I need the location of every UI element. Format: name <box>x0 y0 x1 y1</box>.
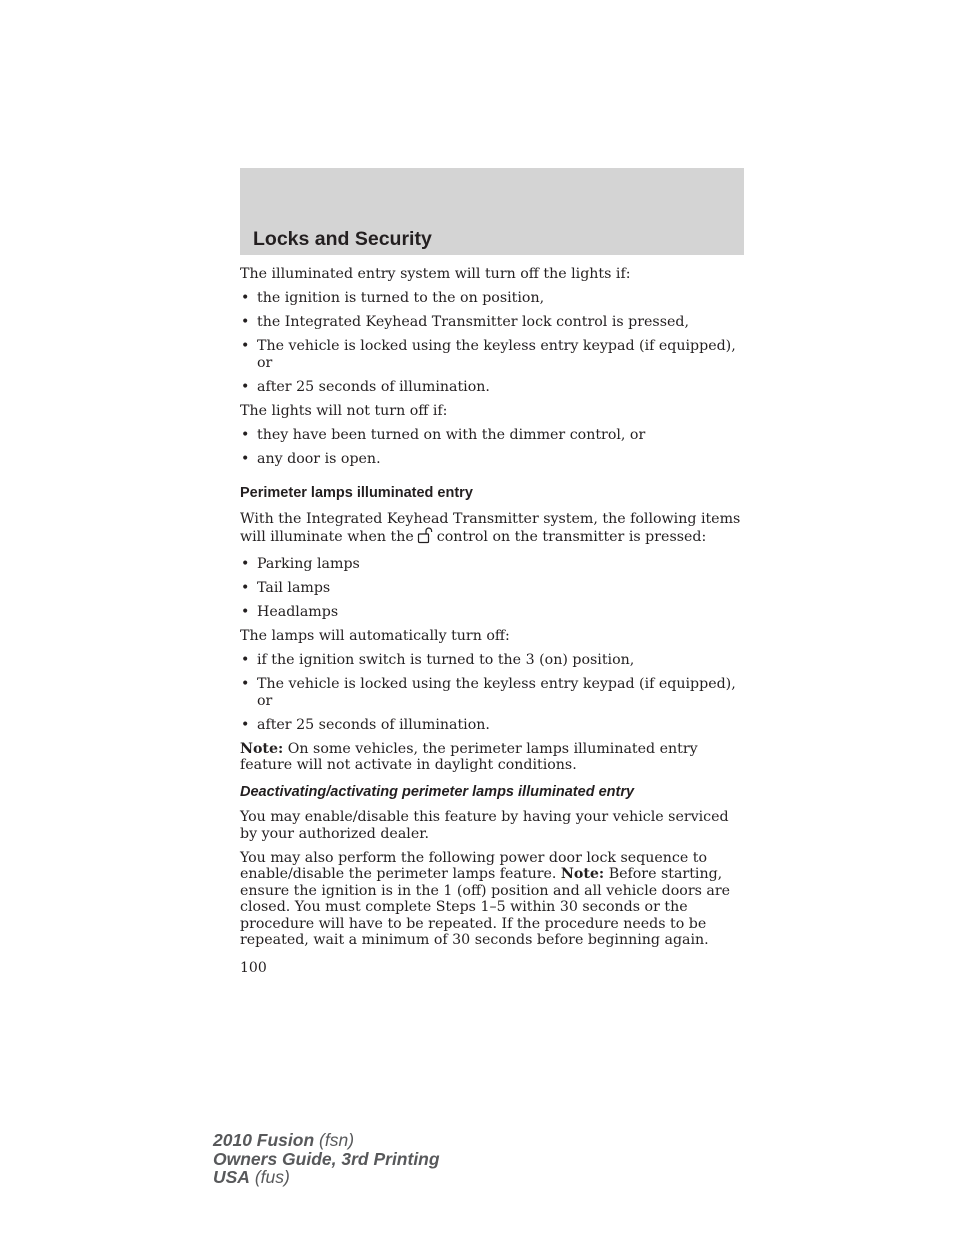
footer-line-model: 2010 Fusion (fsn) <box>213 1130 355 1150</box>
perimeter-lamps-heading: Perimeter lamps illuminated entry <box>240 485 473 501</box>
list-item: • the Integrated Keyhead Transmitter lock control is pressed, <box>241 314 689 330</box>
list-item: • they have been turned on with the dimmer control, or <box>241 426 646 443</box>
list-item: • if the ignition switch is turned to the 3 (on) position, <box>241 652 635 668</box>
list-item: • Headlamps <box>241 604 339 620</box>
door-lock-sequence-paragraph: You may also perform the following power door lock sequence to enable/disable the perimeter lamps feature. Note: Before starting, ensure the ignition is in the 1 (off) position and all vehicle doors are closed. You must complete Steps 1–5 within 30 seconds or the procedure will have to be repeated. If the procedure needs to be repeated, wait a minimum of 30 seconds before beginning again. <box>240 849 731 948</box>
unlock-icon <box>417 527 434 549</box>
list-item: • Parking lamps <box>241 556 360 572</box>
section-title: Locks and Security <box>253 228 432 250</box>
page-content <box>240 266 744 956</box>
note-label: Note: <box>560 866 605 882</box>
list-item: • any door is open. <box>241 450 381 467</box>
page-number: 100 <box>240 960 267 976</box>
section-header-band <box>240 168 744 255</box>
list-item: • Tail lamps <box>241 580 331 596</box>
list-item: • The vehicle is locked using the keyless entry keypad (if equipped), or <box>241 338 736 371</box>
dealer-service-paragraph: You may enable/disable this feature by having your vehicle serviced by your authorized dealer. <box>240 809 729 842</box>
footer-line-market: USA (fus) <box>213 1167 290 1187</box>
perimeter-lamps-intro: With the Integrated Keyhead Transmitter system, the following items will illuminate when the control on the transmitter is pressed: <box>240 511 744 549</box>
list-item: • the ignition is turned to the on position, <box>241 290 545 306</box>
lamps-auto-off-intro: The lamps will automatically turn off: <box>240 628 510 644</box>
daylight-note: Note: On some vehicles, the perimeter lamps illuminated entry feature will not activate in daylight conditions. <box>240 740 698 773</box>
list-item: • The vehicle is locked using the keyless entry keypad (if equipped), or <box>241 676 736 709</box>
illuminated-entry-intro: The illuminated entry system will turn off the lights if: <box>240 266 631 282</box>
list-item: • after 25 seconds of illumination. <box>241 378 490 395</box>
deactivating-heading: Deactivating/activating perimeter lamps illuminated entry <box>240 783 635 800</box>
note-label: Note: <box>240 740 284 757</box>
lights-not-off-intro: The lights will not turn off if: <box>240 402 448 419</box>
document-footer <box>213 1131 440 1187</box>
list-item: • after 25 seconds of illumination. <box>241 716 490 733</box>
footer-line-guide: Owners Guide, 3rd Printing <box>213 1148 440 1169</box>
